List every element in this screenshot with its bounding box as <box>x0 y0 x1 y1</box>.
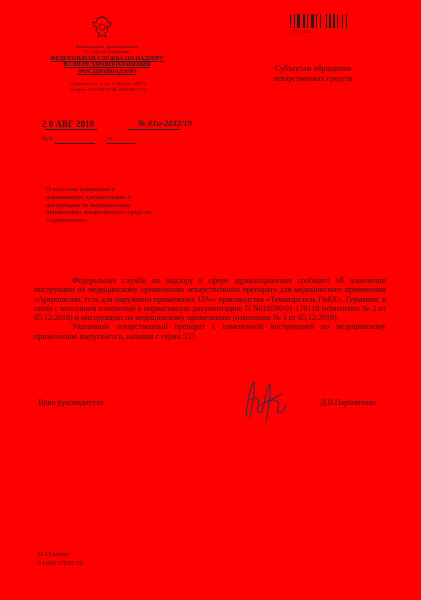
service-line-2: В СФЕРЕ ЗДРАВООХРАНЕНИЯ <box>63 62 151 69</box>
subject-line-1: О внесении изменений в <box>46 186 115 193</box>
recipient-line-2: лекарственных средств <box>273 73 353 83</box>
subject-line-2: нормативную документацию и <box>46 193 132 201</box>
barcode-bar <box>311 14 314 28</box>
service-line-1: ФЕДЕРАЛЬНАЯ СЛУЖБА ПО НАДЗОРУ <box>50 56 164 62</box>
date-underline <box>45 129 97 130</box>
signer-role: Врио руководителя <box>38 398 104 407</box>
signer-name: Д.В.Пархоменко <box>320 398 377 407</box>
body-paragraph-2: Указанный лекарственный препарат с измененной инструкцией по медицинскому применению выпускается, начиная с серии 557. <box>34 322 386 341</box>
reference-row <box>42 137 112 142</box>
ministry-line-2: Российской Федерации <box>84 49 130 55</box>
address-line-1: Славянская пл. 4, стр. 1, Москва, 109074 <box>70 81 146 86</box>
ref-from-label: от <box>107 137 113 142</box>
service-address <box>40 81 176 92</box>
body-paragraph-1: Федеральная служба по надзору в сфере здравоохранения сообщает об изменении инструкции по медицинскому применению лекарственного препарата для медицинского применения «Артропилон, гель для наружного применения 15%» производства «Темавзрезоль ГмбХ», Германия, в связи с внесением изменений в нормативную документацию П N010596/01-170118 (изменение № 2 от 05.12.2018) и инструкцию по медицинскому применению (изменение № 3 от 05.12.2018). <box>34 276 386 323</box>
letter-subject <box>46 186 166 225</box>
subject-line-5: «Артропилон» <box>46 217 87 225</box>
recipient-block <box>258 64 368 83</box>
barcode-bar <box>339 14 342 28</box>
barcode-number: 2710142 <box>292 29 312 34</box>
letter-body <box>34 276 386 341</box>
ministry-line-1: Министерство здравоохранения <box>75 44 139 49</box>
ref-label: На № <box>42 137 54 142</box>
barcode <box>290 14 352 28</box>
ministry-name <box>42 44 172 54</box>
ref-number-underline <box>55 143 95 144</box>
executor-phone: 8 (499) 578 02 19 <box>38 560 83 567</box>
coat-of-arms-emblem <box>88 14 116 42</box>
service-line-3: (РОСЗДРАВНАДЗОР) <box>77 68 137 75</box>
registration-date: 2 0 АВГ 2019 <box>42 119 94 129</box>
subject-line-3: инструкцию по медицинскому <box>46 201 131 209</box>
barcode-bar <box>297 14 300 28</box>
subject-line-4: применению лекарственного средства <box>46 209 152 217</box>
recipient-line-1: Субъектам обращения <box>274 64 352 73</box>
barcode-bar <box>348 14 349 28</box>
service-name <box>40 56 174 75</box>
ref-date-underline <box>106 143 136 144</box>
registration-number: № 01и-2032/19 <box>138 118 192 128</box>
address-line-2: Телефон: (495) 698 45 38; (495) 698 15 74 <box>69 86 147 92</box>
number-underline <box>128 129 180 130</box>
handwritten-signature <box>238 376 294 426</box>
executor-name: П.З.Еленин <box>38 551 69 558</box>
barcode-bar <box>322 14 325 28</box>
